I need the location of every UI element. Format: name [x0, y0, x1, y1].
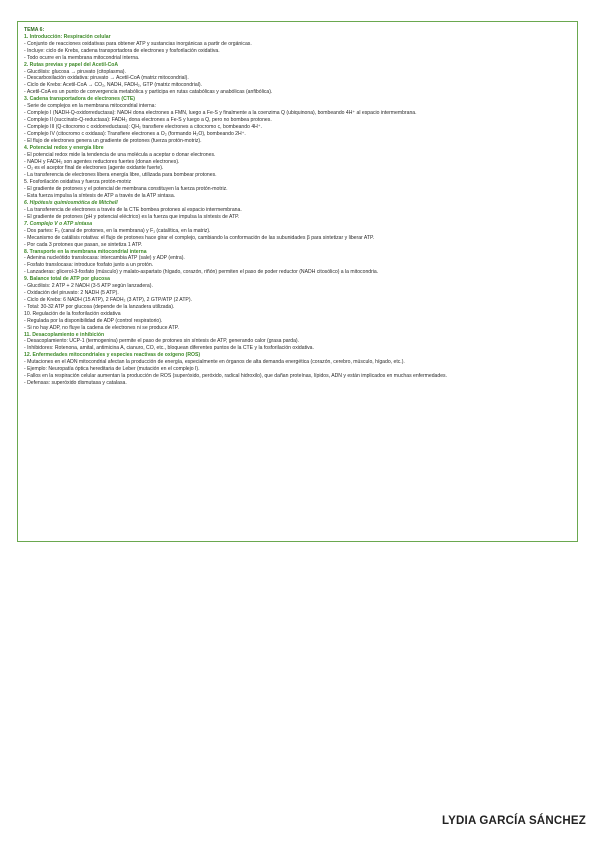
- section-heading: 4. Potencial redox y energía libre: [24, 144, 104, 151]
- text-line: - Complejo III (Q-citocromo c oxidorreductasa): QH₂ transfiere electrones a citocromo c, bombeando 4H⁺.: [24, 123, 262, 130]
- text-line: - Conjunto de reacciones oxidativas para obtener ATP y sustancias inorgánicas a partir de orgánicas.: [24, 40, 252, 47]
- text-line: - La transferencia de electrones a través de la CTE bombea protones al espacio intermembrana.: [24, 206, 242, 213]
- text-line: - Ejemplo: Neuropatía óptica hereditaria de Leber (mutación en el complejo I).: [24, 366, 200, 373]
- text-line: - Total: 30-32 ATP por glucosa (depende de la lanzadera utilizada).: [24, 303, 175, 310]
- text-line: - Glucólisis: 2 ATP + 2 NADH (3-5 ATP según lanzadera).: [24, 283, 153, 290]
- summary-lines: [24, 34, 571, 387]
- text-line: - Fallos en la respiración celular aumentan la producción de ROS (superóxido, peróxido, radical hidroxilo), que dañan proteínas, lípidos, ADN y están implicados en muchas enfermedades.: [24, 373, 448, 380]
- page-title: TEMA 6:: [24, 27, 45, 33]
- text-line: - Mecanismo de catálisis rotativa: el flujo de protones hace girar el complejo, cambiando la conformación de las subunidades β para sintetizar y liberar ATP.: [24, 234, 375, 241]
- text-line: - Esta fuerza impulsa la síntesis de ATP a través de la ATP sintasa.: [24, 193, 176, 200]
- text-line: - Lanzaderas: glicerol-3-fosfato (músculo) y malato-aspartato (hígado, corazón, riñón) permiten el paso de poder reductor (NADH citosólico) a la mitocondria.: [24, 269, 379, 276]
- text-line: - Ciclo de Krebs: Acetil-CoA → CO₂, NADH, FADH₂, GTP (matriz mitocondrial).: [24, 82, 202, 89]
- text-line: - Acetil-CoA es un punto de convergencia metabólica y participa en rutas catabólicas y anabólicas (anfibólica).: [24, 89, 273, 96]
- section-heading: 9. Balance total de ATP por glucosa: [24, 276, 110, 283]
- text-line: - Complejo II (succinato-Q-reductasa): FADH₂ dona electrones a Fe-S y luego a Q, pero no bombea protones.: [24, 116, 272, 123]
- text-line: - NADH y FADH₂ son agentes reductores fuertes (donan electrones).: [24, 158, 180, 165]
- section-heading: 2. Rutas previas y papel del Acetil-CoA: [24, 61, 119, 68]
- section-heading: 12. Enfermedades mitocondriales y especies reactivas de oxígeno (ROS): [24, 352, 201, 359]
- text-line: - O₂ es el aceptor final de electrones (agente oxidante fuerte).: [24, 165, 164, 172]
- text-line: 10. Regulación de la fosforilación oxidativa: [24, 310, 121, 317]
- text-line: - La transferencia de electrones libera energía libre, utilizada para bombear protones.: [24, 172, 217, 179]
- text-line: - Si no hay ADP, no fluye la cadena de electrones ni se produce ATP.: [24, 324, 179, 331]
- text-line: - Dos partes: F₀ (canal de protones, en la membrana) y F₁ (catalítica, en la matriz).: [24, 227, 211, 234]
- summary-box: [17, 21, 578, 542]
- text-line: - Serie de complejos en la membrana mitocondrial interna:: [24, 103, 156, 110]
- text-line: - El gradiente de protones (pH y potencial eléctrico) es la fuerza que impulsa la síntesis de ATP.: [24, 213, 240, 220]
- text-line: - Fosfato translocasa: introduce fosfato junto a un protón.: [24, 262, 154, 269]
- text-line: - El flujo de electrones genera un gradiente de protones (fuerza protón-motriz).: [24, 137, 202, 144]
- section-heading: 8. Transporte en la membrana mitocondrial interna: [24, 248, 147, 255]
- text-line: - Mutaciones en el ADN mitocondrial afectan la producción de energía, especialmente en órganos de alta demanda energética (corazón, cerebro, músculo, hígado, etc.).: [24, 359, 405, 366]
- section-heading: 11. Desacoplamiento e inhibición: [24, 331, 105, 338]
- text-line: - El potencial redox mide la tendencia de una molécula a aceptar o donar electrones.: [24, 151, 216, 158]
- text-line: - Incluye: ciclo de Krebs, cadena transportadora de electrones y fosforilación oxidativa.: [24, 47, 220, 54]
- text-line: - Desacoplamiento: UCP-1 (termogenina) permite el paso de protones sin síntesis de ATP, generando calor (grasa parda).: [24, 338, 300, 345]
- text-line: - Inhibidores: Rotenona, amital, antimicina A, cianuro, CO, etc., bloquean diferentes puntos de la CTE y la fosforilación oxidativa.: [24, 345, 314, 352]
- text-line: - Regulada por la disponibilidad de ADP (control respiratorio).: [24, 317, 163, 324]
- text-line: - Ciclo de Krebs: 6 NADH (15 ATP), 2 FADH₂ (3 ATP), 2 GTP/ATP (2 ATP).: [24, 296, 192, 303]
- text-line: - Descarboxilación oxidativa: piruvato → Acetil-CoA (matriz mitocondrial).: [24, 75, 189, 82]
- section-heading: 7. Complejo V o ATP sintasa: [24, 220, 93, 227]
- text-line: - Adenina nucleótido translocasa: intercambia ATP (sale) y ADP (entra).: [24, 255, 185, 262]
- section-heading: 6. Hipótesis quimiosmótica de Mitchell: [24, 200, 118, 207]
- author-name: LYDIA GARCÍA SÁNCHEZ: [442, 815, 586, 827]
- text-line: - Glucólisis: glucosa → piruvato (citoplasma).: [24, 68, 126, 75]
- section-heading: 3. Cadena transportadora de electrones (CTE): [24, 96, 135, 103]
- text-line: - Oxidación del piruvato: 2 NADH (5 ATP).: [24, 290, 119, 297]
- text-line: - Complejo I (NADH-Q-oxidorreductasa): NADH dona electrones a FMN, luego a Fe-S y finalmente a la coenzima Q (ubiquinona), bombeando 4H⁺ al espacio intermembrana.: [24, 110, 417, 117]
- section-heading: 1. Introducción: Respiración celular: [24, 33, 111, 40]
- text-line: - Por cada 3 protones que pasan, se sintetiza 1 ATP.: [24, 241, 143, 248]
- text-line: 5. Fosforilación oxidativa y fuerza protón-motriz: [24, 179, 132, 186]
- text-line: - Todo ocurre en la membrana mitocondrial interna.: [24, 54, 140, 61]
- text-line: - Defensas: superóxido dismutasa y catalasa.: [24, 380, 127, 387]
- text-line: - Complejo IV (citocromo c oxidasa): Transfiere electrones a O₂ (formando H₂O), bombeando 2H⁺.: [24, 130, 246, 137]
- text-line: - El gradiente de protones y el potencial de membrana constituyen la fuerza protón-motriz.: [24, 186, 228, 193]
